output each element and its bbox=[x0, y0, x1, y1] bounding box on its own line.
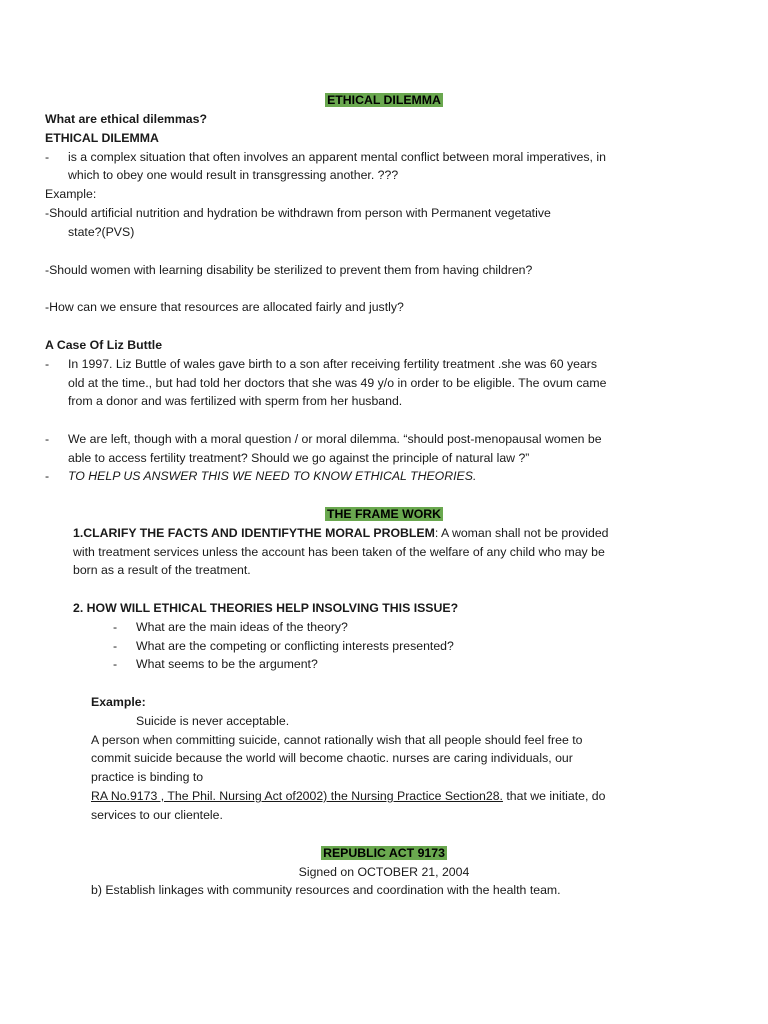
framework-step-2-item: What are the main ideas of the theory? bbox=[136, 620, 348, 634]
example-label: Example: bbox=[45, 187, 97, 201]
framework-step-1-line-2: with treatment services unless the account has been taken of the welfare of any child who may be bbox=[73, 545, 605, 559]
ra-reference-link[interactable]: RA No.9173 , The Phil. Nursing Act of2002) the Nursing Practice Section28. bbox=[91, 789, 503, 803]
example-2-body-line-3: practice is binding to bbox=[91, 770, 204, 784]
framework-step-1-text: : A woman shall not be provided bbox=[434, 526, 609, 540]
case-p2-line-1: We are left, though with a moral question / or moral dilemma. “should post-menopausal women be bbox=[68, 432, 602, 446]
ra-signed-date: Signed on OCTOBER 21, 2004 bbox=[298, 865, 470, 879]
list-dash: - bbox=[113, 657, 118, 671]
case-p1-line-1: In 1997. Liz Buttle of wales gave birth to a son after receiving fertility treatment .she was 60 years bbox=[68, 357, 598, 371]
framework-heading: THE FRAME WORK bbox=[326, 507, 442, 521]
list-dash: - bbox=[113, 620, 118, 634]
document-heading-row bbox=[0, 92, 768, 109]
framework-step-2-item: What seems to be the argument? bbox=[136, 657, 318, 671]
case-p1-line-3: from a donor and was fertilized with sperm from her husband. bbox=[68, 394, 403, 408]
example-2: -Should women with learning disability be sterilized to prevent them from having children? bbox=[45, 263, 533, 277]
case-title: A Case Of Liz Buttle bbox=[45, 338, 163, 352]
example-1-line-1: -Should artificial nutrition and hydration be withdrawn from person with Permanent vegetative bbox=[45, 206, 551, 220]
example-2-label: Example: bbox=[91, 695, 146, 709]
list-dash: - bbox=[113, 639, 118, 653]
framework-step-2-title: 2. HOW WILL ETHICAL THEORIES HELP INSOLVING THIS ISSUE? bbox=[73, 601, 459, 615]
document-heading: ETHICAL DILEMMA bbox=[327, 93, 441, 107]
example-3: -How can we ensure that resources are allocated fairly and justly? bbox=[45, 300, 404, 314]
framework-step-2-item: What are the competing or conflicting interests presented? bbox=[136, 639, 454, 653]
ra-heading-row bbox=[0, 845, 768, 862]
list-dash: - bbox=[45, 469, 50, 483]
list-dash: - bbox=[45, 357, 50, 371]
example-2-body-line-4 bbox=[91, 788, 606, 805]
list-dash: - bbox=[45, 150, 50, 164]
example-2-quote: Suicide is never acceptable. bbox=[136, 714, 290, 728]
definition-line-2: which to obey one would result in transgressing another. ??? bbox=[68, 168, 399, 182]
framework-step-1-line-3: born as a result of the treatment. bbox=[73, 563, 251, 577]
case-p1-line-2: old at the time., but had told her doctors that she was 49 y/o in order to be eligible. The ovum came bbox=[68, 376, 607, 390]
ra-heading: REPUBLIC ACT 9173 bbox=[323, 846, 445, 860]
ra-item-b: b) Establish linkages with community resources and coordination with the health team. bbox=[91, 883, 561, 897]
framework-step-1-line-1 bbox=[73, 525, 609, 542]
example-1-line-2: state?(PVS) bbox=[68, 225, 135, 239]
definition-line-1: is a complex situation that often involves an apparent mental conflict between moral imperatives, in bbox=[68, 150, 606, 164]
framework-step-1-title: 1.CLARIFY THE FACTS AND IDENTIFYTHE MORAL PROBLEM bbox=[73, 526, 435, 540]
example-2-body-line-1: A person when committing suicide, cannot rationally wish that all people should feel free to bbox=[91, 733, 583, 747]
example-2-body-line-5: services to our clientele. bbox=[91, 808, 223, 822]
example-2-body-line-2: commit suicide because the world will become chaotic. nurses are caring individuals, our bbox=[91, 751, 573, 765]
case-p3-line-1: TO HELP US ANSWER THIS WE NEED TO KNOW ETHICAL THEORIES. bbox=[68, 469, 477, 483]
framework-heading-row bbox=[0, 506, 768, 523]
case-p2-line-2: able to access fertility treatment? Should we go against the principle of natural law ?” bbox=[68, 451, 530, 465]
definition-title: ETHICAL DILEMMA bbox=[45, 131, 159, 145]
question-title: What are ethical dilemmas? bbox=[45, 112, 207, 126]
list-dash: - bbox=[45, 432, 50, 446]
example-2-body-line-4-rest: that we initiate, do bbox=[502, 789, 606, 803]
